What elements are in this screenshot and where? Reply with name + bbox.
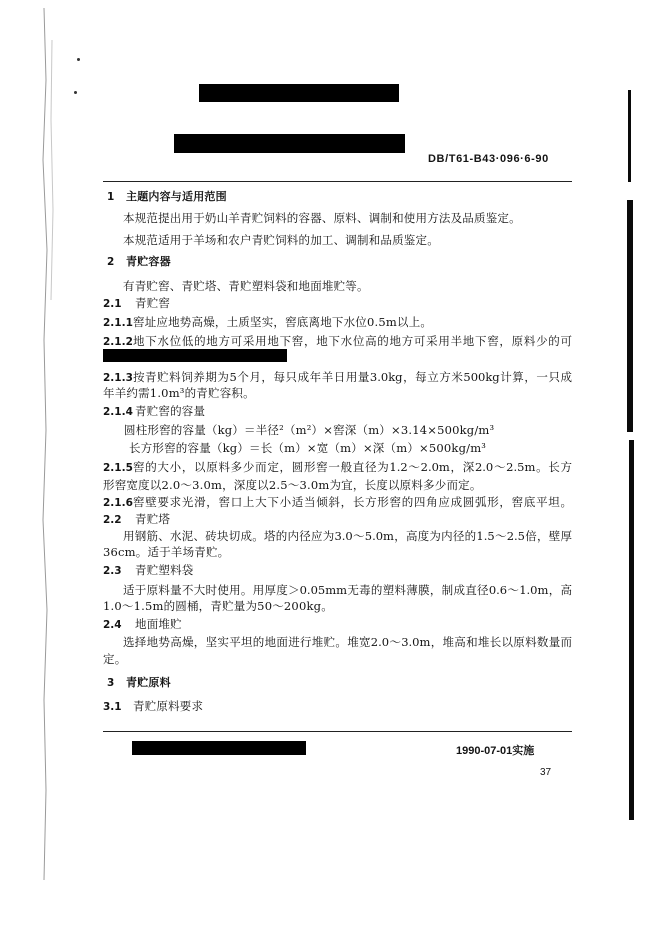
line-text: 适于原料量不大时使用。用厚度＞0.05mm无毒的塑料薄膜，制成直径0.6～1.0m，高 <box>123 583 572 597</box>
standard-code: DB/T61-B43·096·6-90 <box>428 153 549 165</box>
section-number: 3 <box>107 677 115 689</box>
clause-heading <box>103 402 205 420</box>
line-text: 窖址应地势高燥，土质坚实，窖底离地下水位0.5m以上。 <box>133 315 433 329</box>
clause-heading <box>103 510 170 528</box>
clause-number: 2.1.4 <box>103 406 133 418</box>
clause-title: 地面堆贮 <box>135 617 182 631</box>
redaction-bar <box>132 741 306 755</box>
clause-line <box>103 332 572 350</box>
footer-rule <box>103 731 572 732</box>
line-text: 窖的大小，以原料多少而定，圆形窖一般直径为1.2～2.0m，深2.0～2.5m。长方 <box>133 460 572 474</box>
line-text: 有青贮窖、青贮塔、青贮塑料袋和地面堆贮等。 <box>123 279 369 293</box>
page-number: 37 <box>540 767 552 778</box>
line-text: 用钢筋、水泥、砖块切成。塔的内径应为3.0～5.0m，高度为内径的1.5～2.5倍，壁厚 <box>123 529 572 543</box>
implementation-date: 1990-07-01实施 <box>456 745 535 757</box>
paragraph-line <box>103 476 482 494</box>
clause-heading <box>103 615 182 633</box>
clause-number: 2.1 <box>103 298 122 310</box>
paragraph-line <box>123 277 369 295</box>
line-text: 按青贮料饲养期为5个月，每只成年羊日用量3.0kg，每立方米500kg计算，一只成 <box>133 370 572 384</box>
section-number: 2 <box>107 256 115 268</box>
scan-edge-bar <box>629 440 634 820</box>
header-rule <box>103 181 572 182</box>
clause-number: 3.1 <box>103 701 122 713</box>
line-text: 36cm。适于羊场青贮。 <box>103 545 230 559</box>
redaction-bar <box>174 134 405 153</box>
section-title: 主题内容与适用范围 <box>126 190 227 203</box>
clause-title: 青贮塔 <box>135 512 171 526</box>
clause-heading <box>103 294 170 312</box>
line-text: 形窖宽度以2.0～3.0m，深度以2.5～3.0m为宜，长度以原料多少而定。 <box>103 478 482 492</box>
paragraph-line <box>123 231 439 249</box>
clause-title: 青贮塑料袋 <box>135 563 194 577</box>
line-text: 1.0～1.5m的圆桶，青贮量为50～200kg。 <box>103 599 333 613</box>
scan-speck <box>74 91 77 94</box>
paragraph-line <box>103 543 229 561</box>
clause-heading <box>103 561 194 579</box>
formula-text: 长方形窖的容量（kg）＝长（m）×宽（m）×深（m）×500kg/m³ <box>129 441 487 455</box>
scan-edge-bar <box>628 90 631 182</box>
clause-line <box>103 313 432 331</box>
section-title: 青贮容器 <box>126 255 171 268</box>
section-title: 青贮原料 <box>126 676 171 689</box>
clause-number: 2.4 <box>103 619 122 631</box>
section-heading <box>107 188 227 206</box>
scan-speck <box>77 58 80 61</box>
line-text: 年羊约需1.0m³的青贮容积。 <box>103 386 255 400</box>
clause-number: 2.2 <box>103 514 122 526</box>
formula-line <box>129 439 486 457</box>
section-number: 1 <box>107 191 115 203</box>
clause-number: 2.3 <box>103 565 122 577</box>
formula-text: 圆柱形窖的容量（kg）＝半径²（m²）×窖深（m）×3.14×500kg/m³ <box>124 423 495 437</box>
line-text: 本规范适用于羊场和农户青贮饲料的加工、调制和品质鉴定。 <box>123 233 439 247</box>
clause-number: 2.1.2 <box>103 336 133 348</box>
paragraph-line <box>103 650 126 668</box>
clause-number: 2.1.3 <box>103 372 133 384</box>
clause-heading <box>103 697 203 715</box>
clause-title: 青贮窖 <box>135 296 171 310</box>
line-text: 选择地势高燥，坚实平坦的地面进行堆贮。堆宽2.0～3.0m，堆高和堆长以原料数量而 <box>123 635 572 649</box>
redaction-bar <box>199 84 399 102</box>
clause-title: 青贮原料要求 <box>133 699 204 713</box>
clause-line <box>103 493 572 511</box>
clause-title: 青贮窖的容量 <box>135 404 206 418</box>
formula-line <box>124 421 494 439</box>
scan-edge-bar <box>627 200 633 432</box>
line-text: 定。 <box>103 652 127 666</box>
clause-number: 2.1.6 <box>103 497 133 509</box>
line-text: 地下水位低的地方可采用地下窖，地下水位高的地方可采用半地下窖，原料少的可 <box>133 334 572 348</box>
paragraph-line <box>103 384 255 402</box>
clause-line <box>103 458 572 476</box>
line-text: 窖壁要求光滑，窖口上大下小适当倾斜，长方形窖的四角应成圆弧形，窖底平坦。 <box>133 495 572 509</box>
paragraph-line <box>123 633 572 651</box>
clause-number: 2.1.5 <box>103 462 133 474</box>
section-heading <box>107 674 171 692</box>
redaction-bar <box>103 349 287 362</box>
line-text: 本规范提出用于奶山羊青贮饲料的容器、原料、调制和使用方法及品质鉴定。 <box>123 211 521 225</box>
paragraph-line <box>103 597 333 615</box>
clause-number: 2.1.1 <box>103 317 133 329</box>
paragraph-line <box>123 209 521 227</box>
section-heading <box>107 253 171 271</box>
